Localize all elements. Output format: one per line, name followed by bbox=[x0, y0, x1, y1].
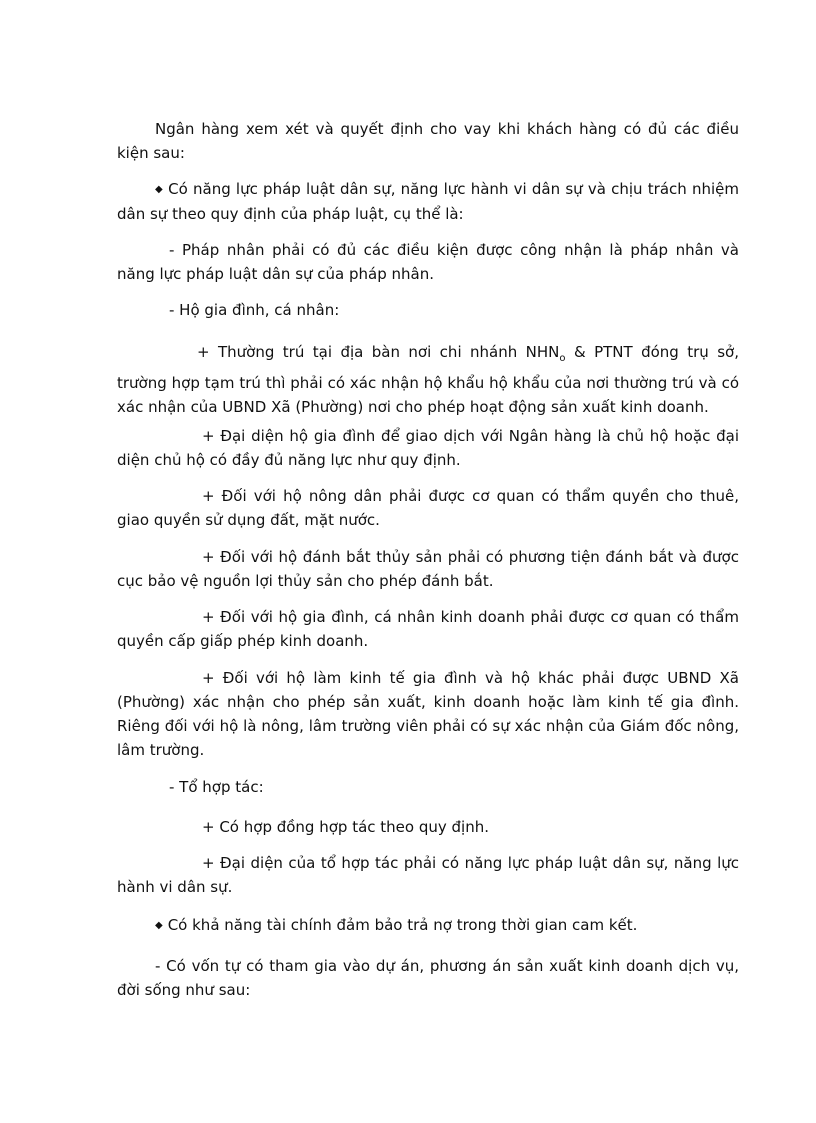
black-diamond-icon: ◆ bbox=[155, 920, 163, 931]
subscript-o: o bbox=[559, 353, 566, 364]
paragraph-legal-entity: - Pháp nhân phải có đủ các điều kiện được công nhận là pháp nhân và năng lực pháp luật dân sự của pháp nhân. bbox=[117, 241, 739, 283]
paragraph-family-economy: + Đối với hộ làm kinh tế gia đình và hộ khác phải được UBND Xã (Phường) xác nhận cho phép sản xuất, kinh doanh hoặc làm kinh tế gia đình. Riêng đối với hộ là nông, lâm trường viên phải có sự xác nhận của Giám đốc nông, lâm trường. bbox=[117, 669, 739, 759]
black-diamond-icon: ◆ bbox=[155, 184, 164, 195]
paragraph-text: Có khả năng tài chính đảm bảo trả nợ trong thời gian cam kết. bbox=[167, 916, 638, 934]
paragraph-residence bbox=[117, 340, 739, 419]
paragraph-cooperative-heading: - Tổ hợp tác: bbox=[169, 778, 264, 796]
paragraph-text: Có năng lực pháp luật dân sự, năng lực hành vi dân sự và chịu trách nhiệm dân sự theo quy định của pháp luật, cụ thể là: bbox=[117, 180, 739, 223]
paragraph-cooperative-representative: + Đại diện của tổ hợp tác phải có năng lực pháp luật dân sự, năng lực hành vi dân sự. bbox=[117, 854, 739, 896]
paragraph-bullet-legal-capacity bbox=[117, 177, 739, 226]
paragraph-text: & PTNT đóng trụ sở, trường hợp tạm trú thì phải có xác nhận hộ khẩu hộ khẩu của nơi thường trú và có xác nhận của UBND Xã (Phường) nơi cho phép hoạt động sản xuất kinh doanh. bbox=[117, 343, 739, 416]
paragraph-business-license: + Đối với hộ gia đình, cá nhân kinh doanh phải được cơ quan có thẩm quyền cấp giấp phép kinh doanh. bbox=[117, 608, 739, 650]
paragraph-bullet-financial bbox=[117, 913, 739, 938]
paragraph-intro: Ngân hàng xem xét và quyết định cho vay khi khách hàng có đủ các điều kiện sau: bbox=[117, 120, 739, 162]
paragraph-cooperation-contract: + Có hợp đồng hợp tác theo quy định. bbox=[202, 818, 489, 836]
paragraph-household-representative: + Đại diện hộ gia đình để giao dịch với Ngân hàng là chủ hộ hoặc đại diện chủ hộ có đầy đủ năng lực như quy định. bbox=[117, 427, 739, 469]
paragraph-own-capital: - Có vốn tự có tham gia vào dự án, phương án sản xuất kinh doanh dịch vụ, đời sống như sau: bbox=[117, 957, 739, 999]
paragraph-farmers: + Đối với hộ nông dân phải được cơ quan có thẩm quyền cho thuê, giao quyền sử dụng đất, mặt nước. bbox=[117, 487, 739, 529]
paragraph-household-heading: - Hộ gia đình, cá nhân: bbox=[169, 301, 340, 319]
paragraph-fishing: + Đối với hộ đánh bắt thủy sản phải có phương tiện đánh bắt và được cục bảo vệ nguồn lợi thủy sản cho phép đánh bắt. bbox=[117, 548, 739, 590]
paragraph-text: + Thường trú tại địa bàn nơi chi nhánh NHN bbox=[197, 343, 560, 361]
